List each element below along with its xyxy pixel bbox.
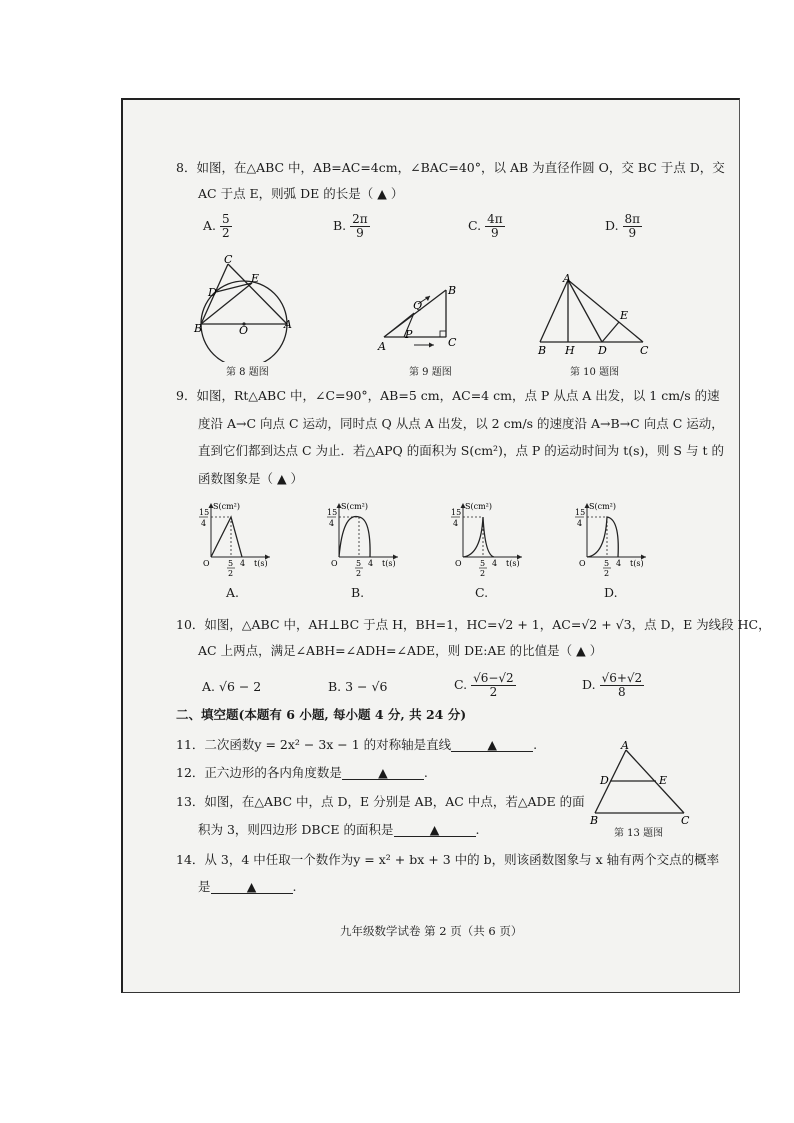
x-tick-den: 2 — [480, 569, 486, 578]
label-q: Q — [413, 299, 423, 312]
q10-line1: 10．如图，△ABC 中，AH⊥BC 于点 H，BH=1，HC=√2 + 1，AC=√2 + √3，点 D，E 为线段 HC， — [176, 617, 771, 632]
q8-option-a: A. $\frac{5}{2}$ — [203, 212, 230, 240]
section2-title: 二、填空题(本题有 6 小题, 每小题 4 分, 共 24 分) — [176, 707, 467, 722]
t-axis-label: t(s) — [630, 559, 644, 568]
x-tick-num: 5 — [356, 559, 362, 568]
q9-graph-d — [570, 500, 650, 578]
y-tick-den: 4 — [329, 519, 335, 528]
label-c: C — [224, 253, 233, 266]
q8-option-d: D. $\frac{8\pi}{9}$ — [605, 212, 641, 240]
y-tick-num: 15 — [451, 508, 462, 517]
t-axis-label: t(s) — [382, 559, 396, 568]
origin-label: O — [579, 559, 586, 568]
q14-line2: 是 ▲ . — [198, 879, 297, 894]
q8-line1: 8．如图，在△ABC 中，AB=AC=4cm，∠BAC=40°，以 AB 为直径作圆 O，交 BC 于点 D，交 — [176, 160, 725, 175]
label-a: A — [621, 739, 629, 752]
t-axis-label: t(s) — [506, 559, 520, 568]
s-axis-label: S(cm²) — [213, 502, 240, 511]
label-b: B — [538, 344, 547, 357]
y-tick-num: 15 — [199, 508, 210, 517]
label-e: E — [620, 309, 629, 322]
origin-label: O — [455, 559, 462, 568]
label-b: B — [590, 814, 599, 826]
q10-option-b: B. 3 − √6 — [328, 679, 388, 694]
q9-line1: 9．如图，Rt△ABC 中，∠C=90°，AB=5 cm，AC=4 cm，点 P 从点 A 出发，以 1 cm/s 的速 — [176, 388, 720, 403]
label-d: D — [208, 286, 217, 299]
y-tick-num: 15 — [327, 508, 338, 517]
x-end-label: 4 — [240, 559, 246, 568]
q9-option-a: A. — [226, 585, 240, 600]
label-a: A — [378, 340, 386, 352]
q13-line2: 积为 3，则四边形 DBCE 的面积是 ▲ . — [198, 822, 480, 837]
q8-option-c: C. $\frac{4\pi}{9}$ — [468, 212, 503, 240]
label-c: C — [681, 814, 690, 826]
y-tick-den: 4 — [201, 519, 207, 528]
q10-option-a: A. √6 − 2 — [202, 679, 262, 694]
q14-line1: 14．从 3，4 中任取一个数作为y = x² + bx + 3 中的 b，则该函数图象与 x 轴有两个交点的概率 — [176, 852, 720, 867]
q14-blank[interactable]: ▲ — [211, 879, 293, 894]
t-axis-label: t(s) — [254, 559, 268, 568]
q8-figure — [192, 252, 302, 362]
label-b: B — [194, 322, 203, 335]
s-axis-label: S(cm²) — [465, 502, 492, 511]
q13-fig-caption: 第 13 题图 — [614, 828, 664, 839]
y-tick-den: 4 — [453, 519, 459, 528]
x-end-label: 4 — [616, 559, 622, 568]
q9-option-c: C. — [475, 585, 489, 600]
q11-blank[interactable]: ▲ — [451, 737, 533, 752]
q9-line3: 直到它们都到达点 C 为止．若△APQ 的面积为 S(cm²)，点 P 的运动时间为 t(s)，则 S 与 t 的 — [198, 443, 724, 458]
origin-label: O — [331, 559, 338, 568]
label-b: B — [448, 284, 457, 297]
q10-line2: AC 上两点，满足∠ABH=∠ADH=∠ADE，则 DE:AE 的比值是（ ▲ ） — [198, 643, 603, 658]
label-e: E — [251, 272, 260, 285]
q12: 12．正六边形的各内角度数是 ▲ . — [176, 765, 428, 780]
q8-option-b: B. $\frac{2\pi}{9}$ — [333, 212, 368, 240]
q13-line1: 13．如图，在△ABC 中，点 D，E 分别是 AB，AC 中点，若△ADE 的面 — [176, 794, 585, 809]
curve-c — [463, 517, 494, 557]
q9-graph-c — [446, 500, 526, 578]
q12-blank[interactable]: ▲ — [342, 765, 424, 780]
y-tick-num: 15 — [575, 508, 586, 517]
label-c: C — [640, 344, 649, 357]
q9-figure — [374, 280, 466, 352]
x-tick-den: 2 — [604, 569, 610, 578]
y-tick-den: 4 — [577, 519, 583, 528]
x-tick-num: 5 — [228, 559, 234, 568]
q9-option-b: B. — [351, 585, 365, 600]
x-end-label: 4 — [368, 559, 374, 568]
s-axis-label: S(cm²) — [341, 502, 368, 511]
curve-d — [587, 517, 618, 557]
curve-b — [339, 517, 370, 558]
curve-a — [211, 517, 242, 557]
x-tick-den: 2 — [228, 569, 234, 578]
page-footer: 九年级数学试卷 第 2 页（共 6 页） — [340, 924, 523, 938]
q13-blank[interactable]: ▲ — [394, 822, 476, 837]
q11: 11．二次函数y = 2x² − 3x − 1 的对称轴是直线 ▲ . — [176, 737, 538, 752]
label-d: D — [598, 344, 607, 357]
q9-line4: 函数图象是（ ▲ ） — [198, 471, 304, 486]
label-a: A — [284, 318, 292, 331]
q9-fig-caption: 第 9 题图 — [409, 367, 452, 378]
label-e: E — [659, 774, 668, 787]
label-h: H — [565, 344, 575, 357]
x-tick-num: 5 — [604, 559, 610, 568]
q10-fig-caption: 第 10 题图 — [570, 367, 620, 378]
q13-figure — [584, 738, 696, 826]
q10-figure — [535, 272, 655, 360]
q10-option-d: D. $\frac{√6+√2}{8}$ — [582, 671, 643, 699]
x-tick-den: 2 — [356, 569, 362, 578]
q9-graph-b — [322, 500, 402, 578]
label-o: O — [239, 324, 249, 337]
x-tick-num: 5 — [480, 559, 486, 568]
label-d: D — [600, 774, 609, 787]
origin-label: O — [203, 559, 210, 568]
q8-fig-caption: 第 8 题图 — [226, 367, 269, 378]
s-axis-label: S(cm²) — [589, 502, 616, 511]
q8-line2: AC 于点 E，则弧 DE 的长是（ ▲ ） — [198, 186, 404, 201]
label-a: A — [563, 272, 571, 285]
q10-option-c: C. $\frac{√6-√2}{2}$ — [454, 671, 514, 699]
label-p: P — [405, 328, 413, 341]
q9-line2: 度沿 A→C 向点 C 运动，同时点 Q 从点 A 出发，以 2 cm/s 的速度沿 A→B→C 向点 C 运动， — [198, 416, 724, 431]
label-c: C — [448, 336, 457, 349]
x-end-label: 4 — [492, 559, 498, 568]
q9-graph-a — [194, 500, 274, 578]
q9-option-d: D. — [604, 585, 618, 600]
